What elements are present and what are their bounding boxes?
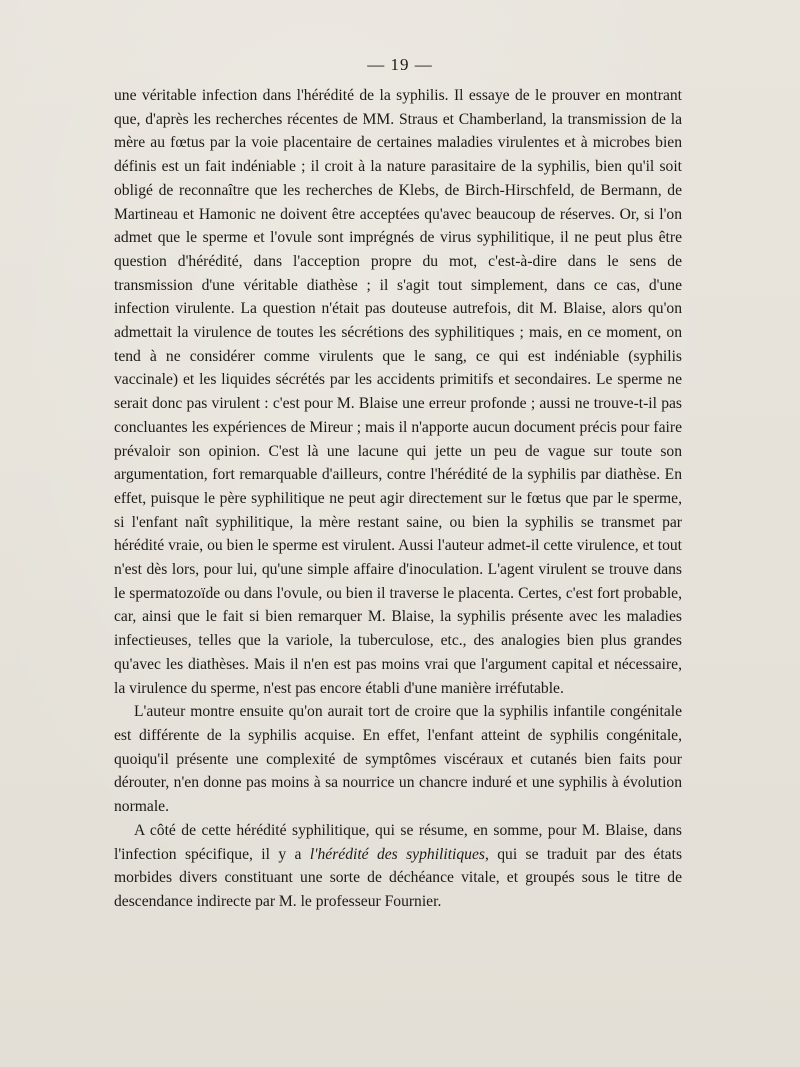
paragraph-3-italic-term: l'hérédité des syphilitiques: [309, 845, 485, 863]
paragraph-2-text: L'auteur montre ensuite qu'on aurait tort de croire que la syphilis infantile congénitale est différente de la syphilis acquise. En effet, l'enfant atteint de syphilis congénitale, quoiqu'il présente une complexité de symptômes viscéraux et cutanés bien faits pour dérouter, n'en donne pas moins à sa nourrice un chancre induré et une syphilis à évolution normale.: [114, 703, 682, 816]
page-number: — 19 —: [367, 55, 433, 74]
paragraph-3-text-b: , qui se traduit par des états morbides divers constituant une sorte de déchéance vitale, et groupés sous le titre de descendance indirecte par M. le professeur Fournier.: [114, 845, 683, 910]
paragraph-2: [114, 700, 682, 819]
paragraph-1: [114, 84, 682, 700]
body-text: [114, 84, 682, 914]
paragraph-3-text-a: A côté de cette hérédité syphilitique, qui se résume, en somme, pour M. Blaise, dans l'infection spécifique, il y a: [114, 821, 682, 863]
paragraph-1-text: une véritable infection dans l'hérédité de la syphilis. Il essaye de le prouver en montrant que, d'après les recherches récentes de MM. Straus et Chamberland, la transmission de la mère au fœtus par la voie placentaire de certaines maladies virulentes et à microbes bien définis est un fait indéniable ; il croit à la nature parasitaire de la syphilis, bien qu'il soit obligé de reconnaître que les recherches de Klebs, de Birch-Hirschfeld, de Bermann, de Martineau et Hamonic ne doivent être acceptées qu'avec beaucoup de réserves. Or, si l'on admet que le sperme et l'ovule sont imprégnés de virus syphilitique, il ne peut plus être question d'hérédité, dans l'acception propre du mot, c'est-à-dire dans le sens de transmission d'une véritable diathèse ; il s'agit tout simplement, dans ce cas, d'une infection virulente. La question n'était pas douteuse autrefois, dit M. Blaise, alors qu'on admettait la virulence de toutes les sécrétions des syphilitiques ; mais, en ce moment, on tend à ne considérer comme virulents que le sang, ce qui est indéniable (syphilis vaccinale) et les liquides sécrétés par les accidents primitifs et secondaires. Le sperme ne serait donc pas virulent : c'est pour M. Blaise une erreur profonde ; aussi ne trouve-t-il pas concluantes les expériences de Mireur ; mais il n'apporte aucun document précis pour faire prévaloir son opinion. C'est là une lacune qui jette un peu de vague sur toute son argumentation, fort remarquable d'ailleurs, contre l'hérédité de la syphilis par diathèse. En effet, puisque le père syphilitique ne peut agir directement sur le fœtus que par le sperme, si l'enfant naît syphilitique, la mère restant saine, ou bien la syphilis se transmet par hérédité vraie, ou bien le sperme est virulent. Aussi l'auteur admet-il cette virulence, et tout n'est dès lors, pour lui, qu'une simple affaire d'inoculation. L'agent virulent se trouve dans le spermatozoïde ou dans l'ovule, ou bien il traverse le placenta. Certes, c'est fort probable, car, ainsi que le fait si bien remarquer M. Blaise, la syphilis présente avec les maladies infectieuses, telles que la variole, la tuberculose, etc., des analogies bien plus grandes qu'avec les diathèses. Mais il n'en est pas moins vrai que l'argument capital et nécessaire, la virulence du sperme, n'est pas encore établi d'une manière irréfutable.: [114, 87, 682, 697]
paragraph-3: [114, 819, 682, 914]
